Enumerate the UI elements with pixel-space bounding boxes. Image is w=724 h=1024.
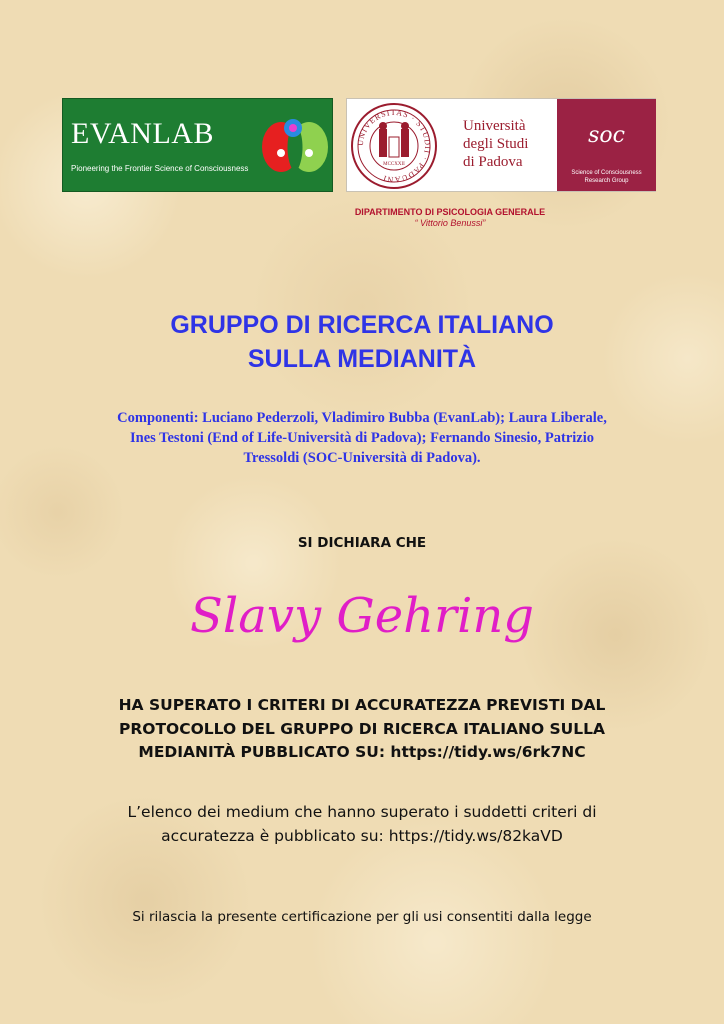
- soc-subtitle-line: Science of Consciousness: [571, 170, 642, 176]
- department-subtitle: “ Vittorio Benussi”: [414, 218, 486, 228]
- soc-subtitle-line: Research Group: [584, 178, 629, 184]
- list-note-line: L’elenco dei medium che hanno superato i suddetti criteri di: [127, 803, 597, 821]
- criteria-statement: [40, 694, 684, 765]
- declaration-heading: SI DICHIARA CHE: [297, 535, 427, 551]
- group-title-line: GRUPPO DI RICERCA ITALIANO: [170, 311, 554, 339]
- components-line: Componenti: Luciano Pederzoli, Vladimiro Bubba (EvanLab); Laura Liberale,: [117, 410, 607, 426]
- list-note-line: accuratezza è pubblicato su: https://tidy.ws/82kaVD: [161, 827, 563, 845]
- university-name: [463, 117, 563, 171]
- university-name-line: Università: [463, 118, 526, 134]
- criteria-line: MEDIANITÀ PUBBLICATO SU: https://tidy.ws/6rk7NC: [138, 743, 586, 761]
- evanlab-name: EVANLAB: [71, 117, 214, 150]
- evanlab-logo: [62, 98, 333, 192]
- soc-subtitle: [557, 169, 656, 185]
- components-line: Tressoldi (SOC-Università di Padova).: [243, 450, 481, 466]
- medium-name: Slavy Gehring: [190, 588, 534, 644]
- department-name: DIPARTIMENTO DI PSICOLOGIA GENERALE: [354, 207, 546, 217]
- medium-list-note: [40, 800, 684, 848]
- group-title-line: SULLA MEDIANITÀ: [247, 345, 477, 373]
- criteria-line: PROTOCOLLO DEL GRUPPO DI RICERCA ITALIANO SULLA: [118, 719, 606, 738]
- padova-logo: [346, 98, 656, 192]
- university-name-line: degli Studi: [463, 136, 529, 152]
- evanlab-emblem-icon: [261, 113, 329, 177]
- evanlab-tagline: Pioneering the Frontier Science of Consciousness: [71, 164, 249, 173]
- release-note: Si rilascia la presente certificazione per gli usi consentiti dalla legge: [132, 909, 592, 925]
- group-title: [0, 308, 724, 376]
- svg-text:UNIVERSITAS · STUDII · PADUANI: UNIVERSITAS · STUDII · PADUANI: [355, 107, 433, 185]
- department: [300, 207, 600, 228]
- soc-word: soc: [588, 123, 625, 148]
- svg-text:MCCXXII: MCCXXII: [383, 162, 405, 167]
- university-name-line: di Padova: [463, 154, 523, 170]
- components-text: [60, 408, 664, 468]
- criteria-line: HA SUPERATO I CRITERI DI ACCURATEZZA PREVISTI DAL: [118, 696, 606, 714]
- soc-logo: [557, 99, 656, 191]
- university-seal-icon: [349, 101, 439, 191]
- components-line: Ines Testoni (End of Life-Università di Padova); Fernando Sinesio, Patrizio: [129, 430, 595, 446]
